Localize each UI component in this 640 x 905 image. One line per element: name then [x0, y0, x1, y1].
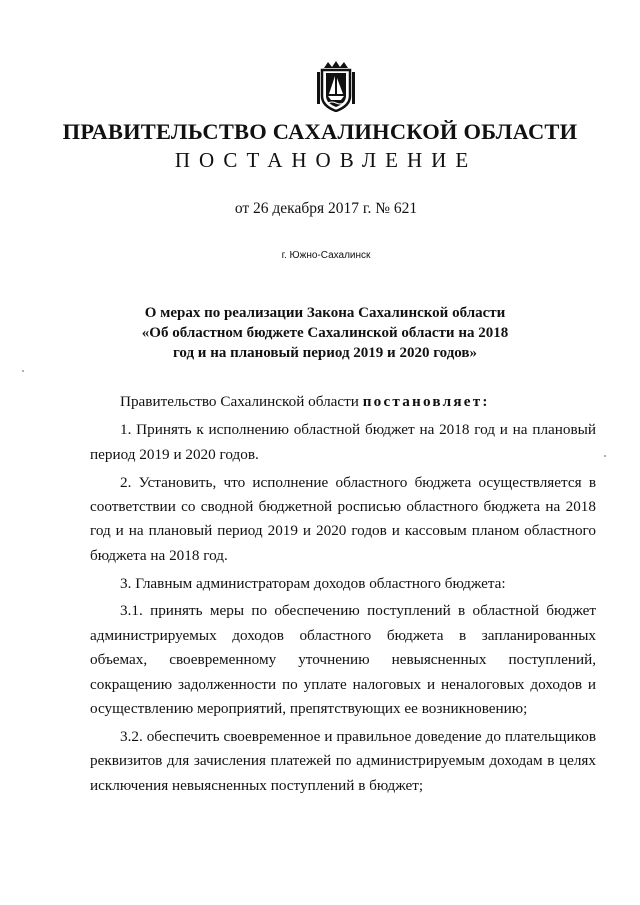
paragraph-line: год и на плановый период 2019 и 2020 годов и кассовым планом областного	[90, 522, 596, 539]
paragraph-line: реквизитов для зачисления платежей по администрируемым доходам в целях	[90, 752, 596, 769]
intro-emphasis: постановляет:	[362, 393, 490, 410]
scan-speck	[22, 370, 24, 372]
document-city: г. Южно-Сахалинск	[281, 250, 371, 261]
coat-of-arms-emblem	[316, 60, 356, 112]
document-date-number: от 26 декабря 2017 г. № 621	[234, 200, 418, 217]
paragraph-line: бюджета на 2018 год.	[90, 547, 228, 564]
paragraph-line: объемах, своевременному уточнению невыясненных поступлений,	[90, 651, 596, 668]
government-title: ПРАВИТЕЛЬСТВО САХАЛИНСКОЙ ОБЛАСТИ	[62, 119, 578, 144]
subject-line: О мерах по реализации Закона Сахалинской области	[144, 305, 506, 321]
intro-paragraph	[120, 392, 596, 412]
coat-of-arms-icon	[316, 60, 356, 112]
paragraph-line: осуществлению мероприятий, препятствующих ее возникновению;	[90, 700, 528, 717]
subject-line: «Об областном бюджете Сахалинской области на 2018	[141, 325, 509, 341]
paragraph-line: сокращению задолженности по уплате налоговых и неналоговых доходов и	[90, 676, 596, 693]
intro-text: Правительство Сахалинской области	[120, 393, 359, 410]
paragraph-line: 3.1. принять меры по обеспечению поступлений в областной бюджет	[120, 602, 596, 619]
paragraph-line: исключения невыясненных поступлений в бюджет;	[90, 777, 424, 794]
paragraph-line: 1. Принять к исполнению областной бюджет на 2018 год и на плановый	[120, 421, 596, 438]
paragraph-line: 2. Установить, что исполнение областного бюджета осуществляется в	[120, 474, 596, 491]
paragraph-line: соответствии со сводной бюджетной росписью областного бюджета на 2018	[90, 498, 596, 515]
subject-line: год и на плановый период 2019 и 2020 годов»	[172, 345, 478, 361]
document-subject	[0, 303, 640, 363]
scan-speck	[604, 455, 606, 457]
paragraph-line: 3. Главным администраторам доходов областного бюджета:	[120, 575, 506, 592]
paragraph-line: 3.2. обеспечить своевременное и правильное доведение до плательщиков	[120, 728, 596, 745]
document-type: ПОСТАНОВЛЕНИЕ	[174, 148, 478, 172]
paragraph-line: администрируемых доходов областного бюджета в запланированных	[90, 627, 596, 644]
paragraph-line: период 2019 и 2020 годов.	[90, 446, 259, 463]
